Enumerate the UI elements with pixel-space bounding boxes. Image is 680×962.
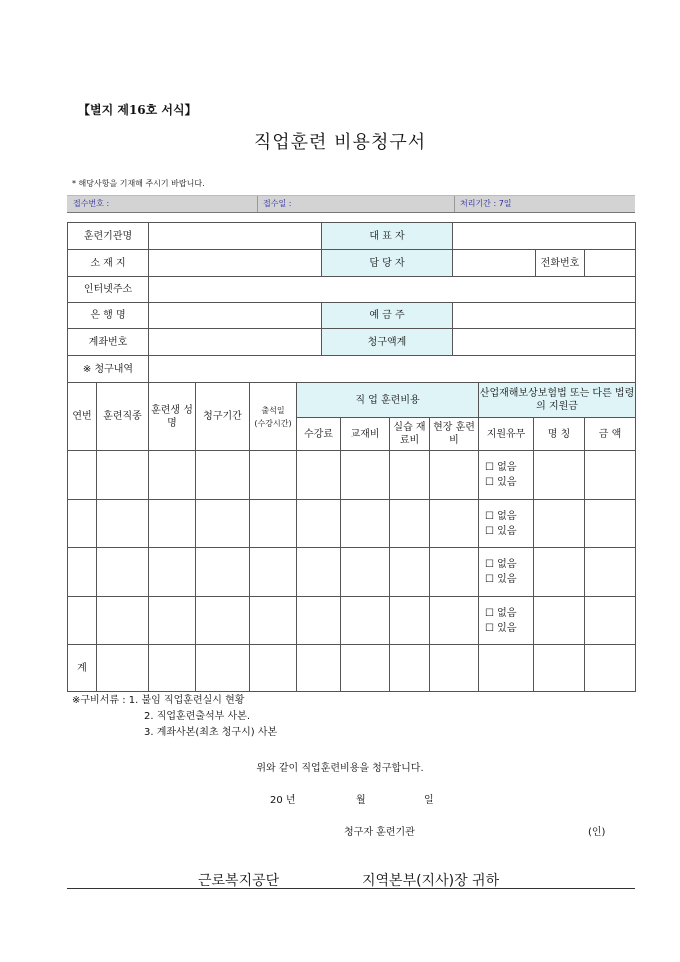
table-row	[68, 500, 636, 548]
claim-details-table	[67, 382, 636, 692]
support-checkbox-group	[479, 500, 534, 548]
support-checkbox-group	[479, 451, 534, 500]
phone-field[interactable]	[585, 250, 636, 277]
col-header-support-amount: 금 액	[585, 418, 636, 451]
attachment-item: 2. 직업훈련출석부 사본.	[144, 711, 251, 722]
receipt-date-label: 접수일 :	[263, 199, 292, 208]
document-title: 직업훈련 비용청구서	[253, 132, 427, 153]
attendance-label: 출석일	[261, 405, 285, 415]
representative-field[interactable]	[453, 223, 636, 250]
col-group-other-support: 산업재해보상보험법 또는 다른 법령의 지원금	[479, 383, 636, 418]
checkbox-yes[interactable]: ☐ 있음	[485, 477, 517, 488]
receipt-bar	[67, 195, 635, 213]
url-label: 인터넷주소	[68, 277, 149, 303]
claim-statement: 위와 같이 직업훈련비용을 청구합니다.	[256, 763, 424, 774]
amount-label: 청구액계	[322, 329, 453, 356]
manager-label: 담 당 자	[322, 250, 453, 277]
recipient-line	[67, 866, 635, 889]
attendance-sublabel: (수강시간)	[254, 418, 292, 428]
col-header-no: 연번	[68, 383, 97, 451]
date-year: 20 년	[270, 795, 296, 806]
support-checkbox-group	[479, 597, 534, 645]
institution-info-table	[67, 222, 636, 383]
col-header-trainee: 훈련생 성 명	[149, 383, 196, 451]
form-number-label: 【별지 제16호 서식】	[78, 103, 197, 117]
checkbox-none[interactable]: ☐ 없음	[485, 510, 517, 522]
checkbox-yes[interactable]: ☐ 있음	[485, 525, 517, 537]
account-field[interactable]	[149, 329, 322, 356]
location-field[interactable]	[149, 250, 322, 277]
attachments-section	[72, 693, 277, 741]
checkbox-yes[interactable]: ☐ 있음	[485, 574, 517, 585]
phone-label: 전화번호	[536, 250, 585, 277]
col-header-period: 청구기간	[196, 383, 250, 451]
bank-field[interactable]	[149, 303, 322, 329]
bank-label: 은 행 명	[68, 303, 149, 329]
attachments-label: ※구비서류 :	[72, 695, 126, 706]
support-checkbox-group	[479, 548, 534, 597]
col-header-site: 현장 훈련비	[430, 418, 479, 451]
col-group-training-cost: 직 업 훈련비용	[297, 383, 479, 418]
table-row	[68, 597, 636, 645]
col-header-course: 훈련직종	[97, 383, 149, 451]
claim-details-label: ※ 청구내역	[68, 356, 149, 383]
instruction-note: * 해당사항을 기재해 주시기 바랍니다.	[72, 179, 205, 188]
recipient-org: 근로복지공단	[198, 873, 280, 889]
account-label: 계좌번호	[68, 329, 149, 356]
processing-period-label: 처리기간 : 7일	[460, 199, 512, 208]
manager-field[interactable]	[453, 250, 536, 277]
institution-name-field[interactable]	[149, 223, 322, 250]
attachment-item: 3. 계좌사본(최초 청구시) 사본	[144, 727, 278, 738]
receipt-number-label: 접수번호 :	[73, 199, 110, 208]
recipient-office: 지역본부(지사)장 귀하	[362, 873, 500, 889]
checkbox-none[interactable]: ☐ 없음	[485, 607, 517, 619]
col-header-support-yn: 지원유무	[479, 418, 534, 451]
checkbox-yes[interactable]: ☐ 있음	[485, 622, 517, 634]
seal-mark: (인)	[588, 827, 606, 838]
amount-field[interactable]	[453, 329, 636, 356]
depositor-field[interactable]	[453, 303, 636, 329]
col-header-practice: 실습 재료비	[390, 418, 430, 451]
col-header-support-name: 명 칭	[534, 418, 585, 451]
date-month: 월	[356, 795, 366, 806]
col-header-tuition: 수강료	[297, 418, 341, 451]
location-label: 소 재 지	[68, 250, 149, 277]
table-row	[68, 451, 636, 500]
attachment-item: 1. 불임 직업훈련실시 현황	[128, 695, 245, 706]
representative-label: 대 표 자	[322, 223, 453, 250]
col-header-material: 교재비	[341, 418, 390, 451]
total-row	[68, 645, 636, 692]
table-row	[68, 548, 636, 597]
date-day: 일	[424, 795, 434, 806]
url-field[interactable]	[149, 277, 636, 303]
checkbox-none[interactable]: ☐ 없음	[485, 462, 517, 473]
col-header-attendance	[250, 383, 297, 451]
institution-name-label: 훈련기관명	[68, 223, 149, 250]
total-label: 계	[68, 645, 97, 692]
checkbox-none[interactable]: ☐ 없음	[485, 559, 517, 570]
signature-label: 청구자 훈련기관	[344, 827, 415, 838]
depositor-label: 예 금 주	[322, 303, 453, 329]
